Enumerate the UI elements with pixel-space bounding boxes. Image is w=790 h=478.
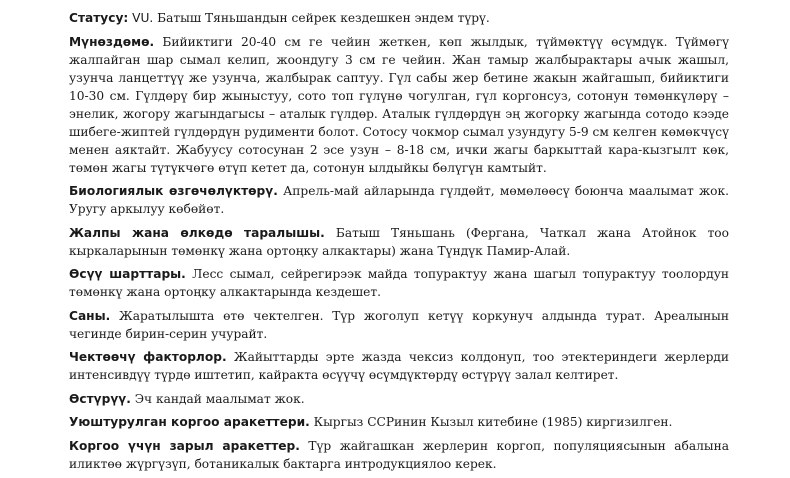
distribution-heading: Жалпы жана өлкөдө таралышы. <box>69 225 325 240</box>
cultivation-heading: Өстүрүү. <box>69 391 131 406</box>
habitat-heading: Өсүү шарттары. <box>69 267 186 281</box>
description-paragraph <box>69 33 729 177</box>
species-description <box>69 9 729 478</box>
abundance-text: Жаратылышта өтө чектелген. Түр жоголуп кетүү коркунуч алдында турат. Ареалынын чегинде бирин-серин учурайт. <box>69 308 729 341</box>
limiting-factors-heading: Чектөөчү факторлор. <box>69 350 227 364</box>
biology-paragraph <box>69 182 729 218</box>
status-heading: Статусу: <box>69 11 129 25</box>
cultivation-paragraph <box>69 390 729 408</box>
required-actions-heading: Коргоо үчүн зарыл аракеттер. <box>69 438 300 453</box>
description-heading: Мүнөздөмө. <box>69 34 155 49</box>
protection-measures-paragraph <box>69 413 729 431</box>
abundance-heading: Саны. <box>69 308 111 323</box>
habitat-text: Лесс сымал, сейрегирээк майда топурактуу жана шагыл топурактуу тоолордун төмөнкү жана ортоңку алкактарында кездешет. <box>69 267 730 299</box>
cultivation-text: Эч кандай маалымат жок. <box>130 391 305 406</box>
limiting-factors-text: Жайыттарды эрте жазда чексиз колдонуп, тоо этектериндеги жерлерди интенсивдүү түрдө иштетип, кайракта өсүүчү өсүмдүктөрдү өстүрүү залал келтирет. <box>69 350 729 382</box>
habitat-paragraph <box>69 265 729 301</box>
abundance-paragraph <box>69 307 729 343</box>
description-text: Бийиктиги 20-40 см ге чейин жеткен, көп жылдык, түймөктүү өсүмдүк. Түймөгү жалпайган шар сымал келип, жоондугу 3 см ге чейин. Жан тамыр жалбырактары ачык жашыл, узунча ланцеттүү же узунча, жалбырак саптуу. Гүл сабы жер бетине жакын жайгашып, бийиктиги 10-30 см. Гүлдөрү бир жыныстуу, сото топ гүлүнө чогулган, гүл коргонсуз, сотонун төмөнкүлөрү – энелик, жогору жагындагысы – аталык гүлдөр. Аталык гүлдөрдүн эң жогорку жагында сотодо кээде шибеге-жиптей гүлдөрдүн рудименти болот. Сотосу чокмор сымал узундугу 5-9 см келген көмөкчүсү менен аяктайт. Жабуусу сотосунан 2 эсе узун – 8-18 см, ички жагы баркыттай кара-кызгылт көк, төмөн жагы түтүкчөгө өтүп кетет да, сотонун ылдыйкы бөлүгүн камтыйт. <box>69 34 729 175</box>
distribution-text: Батыш Тяньшань (Фергана, Чаткал жана Атойнок тоо кыркаларынын төмөнкү жана ортоңку алкактары) жана Түндүк Памир-Алай. <box>69 225 729 258</box>
limiting-factors-paragraph <box>69 348 729 384</box>
required-actions-paragraph <box>69 437 729 473</box>
status-text: Батыш Тяньшандын сейрек кездешкен эндем түрү. <box>153 11 490 25</box>
status-paragraph <box>69 9 729 27</box>
biology-text: Апрель-май айларында гүлдөйт, мөмөлөөсү боюнча маалымат жок. Уругу аркылуу көбөйөт. <box>69 184 729 216</box>
status-code: VU. <box>132 11 154 25</box>
protection-measures-text: Кыргыз ССРинин Кызыл китебине (1985) киргизилген. <box>309 415 673 429</box>
required-actions-text: Түр жайгашкан жерлерин коргоп, популяциясынын абалына иликтөө жүргүзүп, ботаникалык бактарга интродукциялоо керек. <box>69 438 729 471</box>
protection-measures-heading: Уюштурулган коргоо аракеттери. <box>69 415 310 429</box>
distribution-paragraph <box>69 224 729 260</box>
biology-heading: Биологиялык өзгөчөлүктөрү. <box>69 184 278 198</box>
